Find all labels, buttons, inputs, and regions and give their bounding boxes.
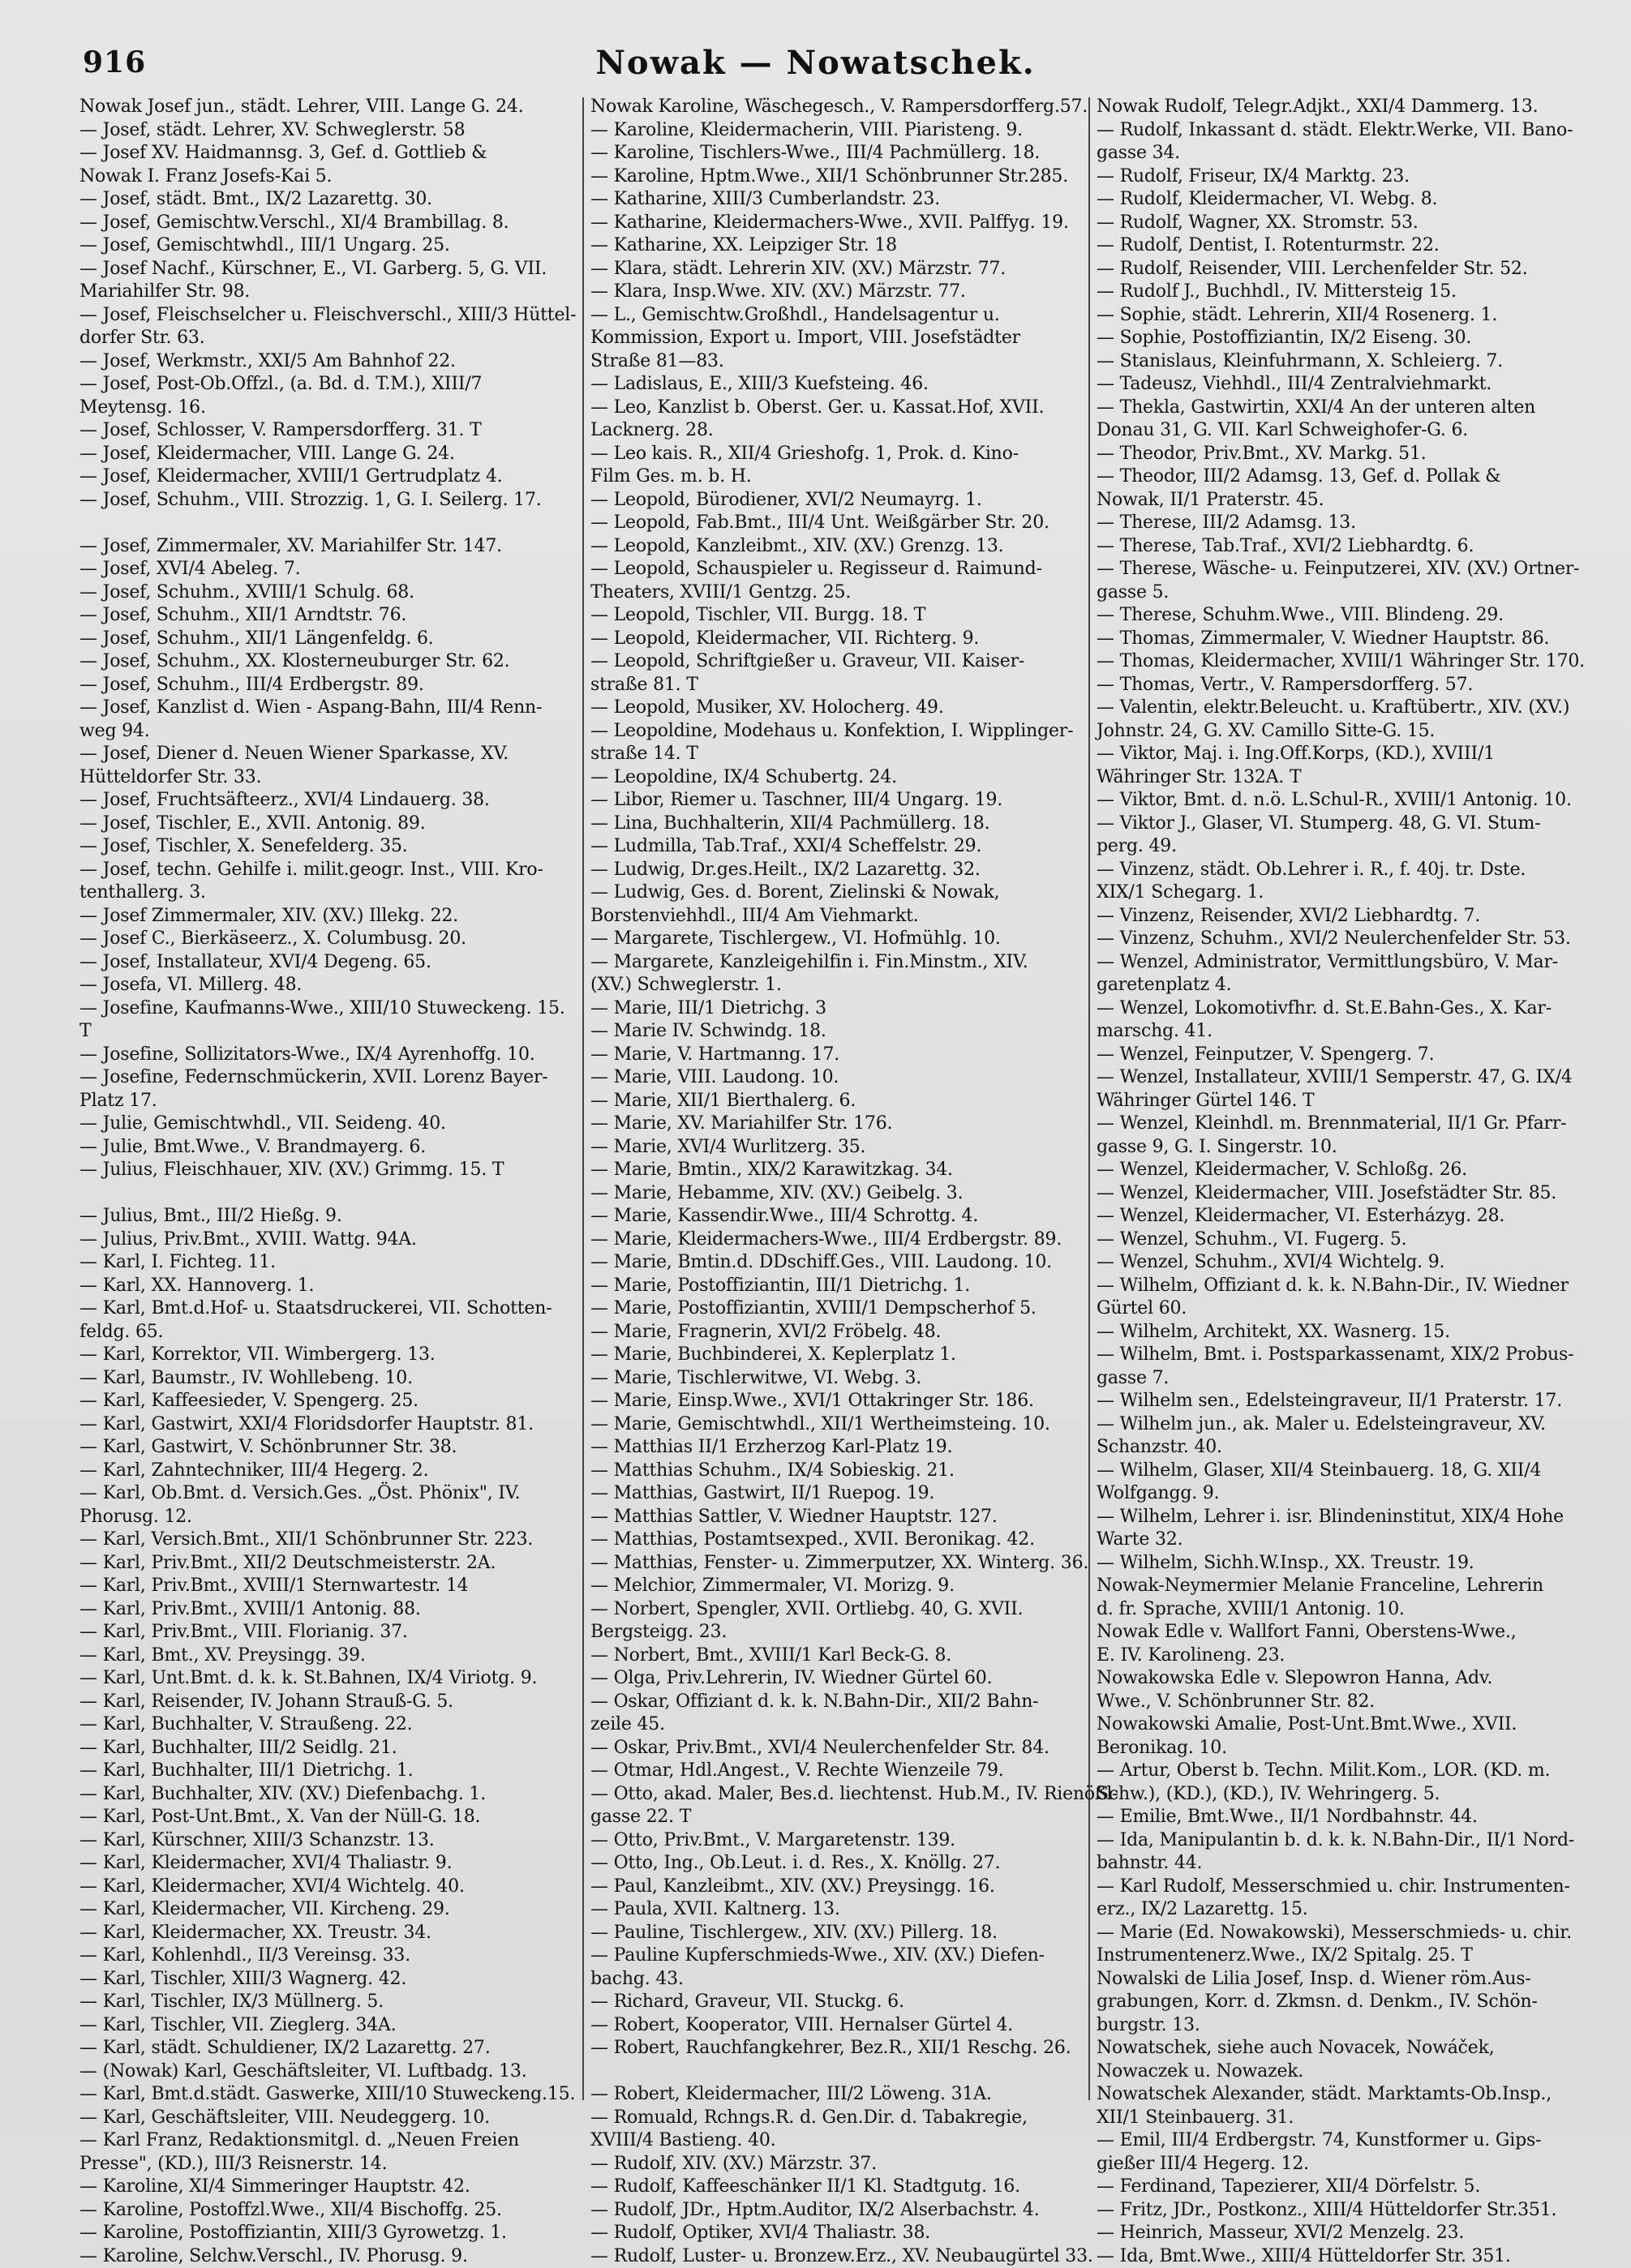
directory-line: Borstenviehhdl., III/4 Am Viehmarkt. [590,905,1093,928]
directory-line: — Theodor, III/2 Adamsg. 13, Gef. d. Pollak & [1097,465,1601,489]
directory-line: Wolfgangg. 9. [1097,1482,1601,1506]
directory-line: — Josef, Schuhm., VIII. Strozzig. 1, G. I. Seilerg. 17. [79,489,582,512]
directory-line: — Karl, Priv.Bmt., XVIII/1 Sternwartestr. 14 [79,1575,582,1598]
directory-line: — Karl, Korrektor, VII. Wimbergerg. 13. [79,1344,582,1367]
directory-line: marschg. 41. [1097,1020,1601,1044]
directory-line: — Josef, städt. Lehrer, XV. Schweglerstr. 58 [79,119,582,143]
directory-line: Nowakowska Edle v. Slepowron Hanna, Adv. [1097,1667,1601,1691]
directory-line: — Viktor, Maj. i. Ing.Off.Korps, (KD.), XVIII/1 [1097,743,1601,766]
directory-line: — Karl, Reisender, IV. Johann Strauß-G. 5. [79,1691,582,1714]
directory-line: gießer III/4 Hegerg. 12. [1097,2153,1601,2176]
directory-line: Nowatschek Alexander, städt. Marktamts-Ob.Insp., [1097,2083,1601,2107]
directory-line: — Otto, akad. Maler, Bes.d. liechtenst. Hub.M., IV. Rienößl- [590,1783,1093,1807]
directory-line: — Wilhelm, Glaser, XII/4 Steinbauerg. 18, G. XII/4 [1097,1460,1601,1483]
directory-line: — Oskar, Priv.Bmt., XVI/4 Neulerchenfelder Str. 84. [590,1737,1093,1760]
directory-line: — Ida, Bmt.Wwe., XIII/4 Hütteldorfer Str. 351. [1097,2245,1601,2268]
directory-line: — Marie, Postoffiziantin, III/1 Dietrichg. 1. [590,1275,1093,1298]
directory-line: Wwe., V. Schönbrunner Str. 82. [1097,1691,1601,1714]
directory-line: — Matthias, Gastwirt, II/1 Ruepog. 19. [590,1482,1093,1506]
directory-line: — Margarete, Tischlergew., VI. Hofmühlg. 10. [590,928,1093,951]
directory-line: — Marie, VIII. Laudong. 10. [590,1066,1093,1090]
directory-line: Nowak-Neymermier Melanie Franceline, Lehrerin [1097,1575,1601,1598]
directory-line: — Marie, Postoffiziantin, XVIII/1 Dempscherhof 5. [590,1297,1093,1321]
directory-line: bachg. 43. [590,1968,1093,1991]
directory-line: gasse 22. T [590,1806,1093,1829]
directory-line: Nowalski de Lilia Josef, Insp. d. Wiener röm.Aus- [1097,1968,1601,1991]
directory-line: — Rudolf, JDr., Hptm.Auditor, IX/2 Alserbachstr. 4. [590,2199,1093,2223]
directory-line: — Karl, städt. Schuldiener, IX/2 Lazarettg. 27. [79,2037,582,2060]
directory-line: — Rudolf, Inkassant d. städt. Elektr.Werke, VII. Bano- [1097,119,1601,143]
directory-line: Schw.), (KD.), (KD.), IV. Wehringerg. 5. [1097,1783,1601,1807]
directory-line: — Wenzel, Administrator, Vermittlungsbüro, V. Mar- [1097,951,1601,975]
directory-line: — Vinzenz, Reisender, XVI/2 Liebhardtg. 7. [1097,905,1601,928]
directory-line: Nowak I. Franz Josefs-Kai 5. [79,165,582,189]
directory-line: — Wilhelm, Bmt. i. Postsparkassenamt, XIX/2 Probus- [1097,1344,1601,1367]
directory-line: — Olga, Priv.Lehrerin, IV. Wiedner Gürtel 60. [590,1667,1093,1691]
directory-line: — Katharine, Kleidermachers-Wwe., XVII. Palffyg. 19. [590,212,1093,235]
directory-line: — Marie, XV. Mariahilfer Str. 176. [590,1113,1093,1136]
directory-line: — Otto, Priv.Bmt., V. Margaretenstr. 139. [590,1829,1093,1853]
directory-line: — Wilhelm sen., Edelsteingraveur, II/1 Praterstr. 17. [1097,1390,1601,1413]
directory-line: — Leopold, Musiker, XV. Holocherg. 49. [590,697,1093,720]
column-1 [79,96,582,2123]
directory-line: dorfer Str. 63. [79,327,582,350]
directory-line: — Marie IV. Schwindg. 18. [590,1020,1093,1044]
directory-line: — Josef, Kleidermacher, VIII. Lange G. 24. [79,443,582,466]
directory-line: — Karoline, XI/4 Simmeringer Hauptstr. 42. [79,2176,582,2199]
directory-line: — Leopold, Fab.Bmt., III/4 Unt. Weißgärber Str. 20. [590,512,1093,535]
directory-line: — Wenzel, Schuhm., VI. Fugerg. 5. [1097,1228,1601,1252]
directory-line: — Marie, Bmtin., XIX/2 Karawitzkag. 34. [590,1159,1093,1182]
directory-line: — Marie, Kassendir.Wwe., III/4 Schrottg. 4. [590,1205,1093,1228]
directory-line: — Karl, Kohlenhdl., II/3 Vereinsg. 33. [79,1944,582,1968]
directory-line: — Karl, XX. Hannoverg. 1. [79,1275,582,1298]
directory-line: — Karl, Tischler, XIII/3 Wagnerg. 42. [79,1968,582,1991]
directory-line: — Matthias, Fenster- u. Zimmerputzer, XX. Winterg. 36. [590,1552,1093,1576]
directory-line: — Romuald, Rchngs.R. d. Gen.Dir. d. Tabakregie, [590,2107,1093,2130]
directory-line: — Karl, Kleidermacher, XX. Treustr. 34. [79,1922,582,1945]
directory-line: — Josef, Installateur, XVI/4 Degeng. 65. [79,951,582,975]
directory-line: — Leopold, Schriftgießer u. Graveur, VII. Kaiser- [590,650,1093,674]
directory-line: Nowak Edle v. Wallfort Fanni, Oberstens-Wwe., [1097,1621,1601,1644]
directory-line: — Karl, Priv.Bmt., XII/2 Deutschmeisterstr. 2A. [79,1552,582,1576]
directory-line: — Wilhelm, Offiziant d. k. k. N.Bahn-Dir., IV. Wiedner [1097,1275,1601,1298]
directory-line: — Leo, Kanzlist b. Oberst. Ger. u. Kassat.Hof, XVII. [590,397,1093,420]
directory-line: — Karoline, Hptm.Wwe., XII/1 Schönbrunner Str.285. [590,165,1093,189]
running-head: Nowak — Nowatschek. [0,44,1631,82]
directory-line: — Josef, Post-Ob.Offzl., (a. Bd. d. T.M.), XIII/7 [79,373,582,397]
directory-line: Nowak Karoline, Wäschegesch., V. Rampersdorfferg.57. [590,96,1093,119]
directory-line: — Marie, Kleidermachers-Wwe., III/4 Erdbergstr. 89. [590,1228,1093,1252]
directory-line: — Karl, Kleidermacher, XVI/4 Wichtelg. 40. [79,1876,582,1899]
directory-line: — Marie, Einsp.Wwe., XVI/1 Ottakringer Str. 186. [590,1390,1093,1413]
directory-line: — Josef, Schuhm., XVIII/1 Schulg. 68. [79,581,582,605]
directory-line: — Josef, Fleischselcher u. Fleischverschl., XIII/3 Hüttel- [79,304,582,328]
directory-line: — Ida, Manipulantin b. d. k. k. N.Bahn-Dir., II/1 Nord- [1097,1829,1601,1853]
directory-line: — Josef, städt. Bmt., IX/2 Lazarettg. 30. [79,188,582,212]
directory-line: — Josef, Schuhm., XX. Klosterneuburger Str. 62. [79,650,582,674]
directory-line: — Rudolf, Friseur, IX/4 Marktg. 23. [1097,165,1601,189]
directory-line: — Karl, Versich.Bmt., XII/1 Schönbrunner Str. 223. [79,1528,582,1552]
directory-line: T [79,1020,582,1044]
directory-line: — Josef, techn. Gehilfe i. milit.geogr. Inst., VIII. Kro- [79,859,582,882]
directory-line: — Josef, Zimmermaler, XV. Mariahilfer Str. 147. [79,535,582,559]
directory-line: — Matthias, Postamtsexped., XVII. Beronikag. 42. [590,1528,1093,1552]
directory-line: E. IV. Karolineng. 23. [1097,1644,1601,1668]
directory-line: — Matthias II/1 Erzherzog Karl-Platz 19. [590,1436,1093,1460]
directory-line: — Josef, Werkmstr., XXI/5 Am Bahnhof 22. [79,350,582,374]
directory-line: — Karl, Buchhalter, III/1 Dietrichg. 1. [79,1760,582,1783]
directory-line: — Pauline Kupferschmieds-Wwe., XIV. (XV.) Diefen- [590,1944,1093,1968]
directory-line: weg 94. [79,720,582,744]
directory-line: gasse 7. [1097,1367,1601,1391]
directory-line: — Theodor, Priv.Bmt., XV. Markg. 51. [1097,443,1601,466]
directory-line: — Sophie, städt. Lehrerin, XII/4 Rosenerg. 1. [1097,304,1601,328]
directory-line: — Libor, Riemer u. Taschner, III/4 Ungarg. 19. [590,789,1093,812]
page-header [0,39,1631,96]
directory-line: Straße 81—83. [590,350,1093,374]
directory-line: Währinger Gürtel 146. T [1097,1090,1601,1113]
directory-line: perg. 49. [1097,835,1601,859]
directory-line: garetenplatz 4. [1097,974,1601,997]
directory-line: — Therese, Schuhm.Wwe., VIII. Blindeng. 29. [1097,604,1601,628]
directory-line: — Wenzel, Kleidermacher, VIII. Josefstädter Str. 85. [1097,1182,1601,1206]
directory-line: — Norbert, Bmt., XVIII/1 Karl Beck-G. 8. [590,1644,1093,1668]
directory-line: Beronikag. 10. [1097,1737,1601,1760]
directory-line: — Rudolf, Luster- u. Bronzew.Erz., XV. Neubaugürtel 33. [590,2245,1093,2268]
directory-line: straße 14. T [590,743,1093,766]
directory-line: — Thomas, Vertr., V. Rampersdorfferg. 57. [1097,674,1601,697]
directory-line: — Josef, Schuhm., XII/1 Längenfeldg. 6. [79,628,582,651]
directory-line: — Marie, III/1 Dietrichg. 3 [590,997,1093,1021]
directory-line: — Karl, Buchhalter, XIV. (XV.) Diefenbachg. 1. [79,1783,582,1807]
directory-line: — Karl, Gastwirt, XXI/4 Floridsdorfer Hauptstr. 81. [79,1413,582,1437]
directory-line: — Therese, Wäsche- u. Feinputzerei, XIV. (XV.) Ortner- [1097,558,1601,581]
directory-line: Schanzstr. 40. [1097,1436,1601,1460]
directory-line: — Katharine, XIII/3 Cumberlandstr. 23. [590,188,1093,212]
directory-line: — Heinrich, Masseur, XVI/2 Menzelg. 23. [1097,2222,1601,2245]
directory-line: — Karl, Bmt.d.städt. Gaswerke, XIII/10 Stuweckeng.15. [79,2083,582,2107]
directory-line: — Karl, Baumstr., IV. Wohllebeng. 10. [79,1367,582,1391]
directory-line: gasse 5. [1097,581,1601,605]
directory-line: — Karl, Tischler, IX/3 Müllnerg. 5. [79,1991,582,2014]
directory-line: — Wilhelm jun., ak. Maler u. Edelsteingraveur, XV. [1097,1413,1601,1437]
directory-line: — Thomas, Zimmermaler, V. Wiedner Hauptstr. 86. [1097,628,1601,651]
directory-line: — Ludwig, Ges. d. Borent, Zielinski & Nowak, [590,881,1093,905]
directory-line: — Matthias Sattler, V. Wiedner Hauptstr. 127. [590,1506,1093,1529]
directory-line: — Otmar, Hdl.Angest., V. Rechte Wienzeile 79. [590,1760,1093,1783]
directory-line: — Sophie, Postoffiziantin, IX/2 Eiseng. 30. [1097,327,1601,350]
directory-line: Phorusg. 12. [79,1506,582,1529]
directory-line [79,512,582,535]
directory-line: — Karl, Bmt., XV. Preysingg. 39. [79,1644,582,1668]
directory-line: Bergsteigg. 23. [590,1621,1093,1644]
directory-line: — Josef, Tischler, X. Senefelderg. 35. [79,835,582,859]
directory-line: — Karl, Kaffeesieder, V. Spengerg. 25. [79,1390,582,1413]
directory-line: Platz 17. [79,1090,582,1113]
directory-line: — Julius, Priv.Bmt., XVIII. Wattg. 94A. [79,1228,582,1252]
directory-line: — Rudolf, Kaffeeschänker II/1 Kl. Stadtgutg. 16. [590,2176,1093,2199]
directory-line: — Matthias Schuhm., IX/4 Sobieskig. 21. [590,1460,1093,1483]
directory-line: — Norbert, Spengler, XVII. Ortliebg. 40, G. XVII. [590,1598,1093,1622]
directory-line: — Marie, Fragnerin, XVI/2 Fröbelg. 48. [590,1321,1093,1344]
directory-line: — Klara, städt. Lehrerin XIV. (XV.) Märzstr. 77. [590,258,1093,281]
directory-line: — Josef, Fruchtsäfteerz., XVI/4 Lindauerg. 38. [79,789,582,812]
directory-line: — Valentin, elektr.Beleucht. u. Kraftübertr., XIV. (XV.) [1097,697,1601,720]
directory-line: — Therese, Tab.Traf., XVI/2 Liebhardtg. 6. [1097,535,1601,559]
directory-line: Lacknerg. 28. [590,419,1093,443]
directory-line: — Leopoldine, Modehaus u. Konfektion, I. Wipplinger- [590,720,1093,744]
directory-line: — (Nowak) Karl, Geschäftsleiter, VI. Luftbadg. 13. [79,2060,582,2084]
directory-line: — Karl Franz, Redaktionsmitgl. d. „Neuen Freien [79,2129,582,2153]
directory-line: — Josef, Gemischtw.Verschl., XI/4 Brambillag. 8. [79,212,582,235]
directory-line: — Josef, Schuhm., III/4 Erdbergstr. 89. [79,674,582,697]
directory-line: — Karoline, Tischlers-Wwe., III/4 Pachmüllerg. 18. [590,142,1093,165]
directory-line: (XV.) Schweglerstr. 1. [590,974,1093,997]
directory-line: — Josefine, Kaufmanns-Wwe., XIII/10 Stuweckeng. 15. [79,997,582,1021]
directory-line: — Karl, Tischler, VII. Zieglerg. 34A. [79,2014,582,2038]
directory-line: Gürtel 60. [1097,1297,1601,1321]
directory-line: — Robert, Kooperator, VIII. Hernalser Gürtel 4. [590,2014,1093,2038]
directory-line: — Paula, XVII. Kaltnerg. 13. [590,1898,1093,1922]
directory-line: — Therese, III/2 Adamsg. 13. [1097,512,1601,535]
directory-line: — Josef, XVI/4 Abeleg. 7. [79,558,582,581]
directory-line: — Julie, Bmt.Wwe., V. Brandmayerg. 6. [79,1136,582,1160]
directory-line: — Wenzel, Lokomotivfhr. d. St.E.Bahn-Ges., X. Kar- [1097,997,1601,1021]
directory-line: — Josef XV. Haidmannsg. 3, Gef. d. Gottlieb & [79,142,582,165]
directory-line: — Marie, XVI/4 Wurlitzerg. 35. [590,1136,1093,1160]
directory-line: — Karl, Buchhalter, III/2 Seidlg. 21. [79,1737,582,1760]
directory-line: — Josef, Schuhm., XII/1 Arndtstr. 76. [79,604,582,628]
directory-line: — Robert, Rauchfangkehrer, Bez.R., XII/1 Reschg. 26. [590,2037,1093,2060]
directory-line: — Stanislaus, Kleinfuhrmann, X. Schleierg. 7. [1097,350,1601,374]
directory-line: — Oskar, Offiziant d. k. k. N.Bahn-Dir., XII/2 Bahn- [590,1691,1093,1714]
directory-line: XIX/1 Schegarg. 1. [1097,881,1601,905]
directory-line: — Marie, Buchbinderei, X. Keplerplatz 1. [590,1344,1093,1367]
directory-line: — Pauline, Tischlergew., XIV. (XV.) Pillerg. 18. [590,1922,1093,1945]
directory-line: — Wenzel, Kleidermacher, V. Schloßg. 26. [1097,1159,1601,1182]
directory-line: — Wenzel, Kleinhdl. m. Brennmaterial, II/1 Gr. Pfarr- [1097,1113,1601,1136]
directory-line: Währinger Str. 132A. T [1097,766,1601,790]
directory-line: — Rudolf, Wagner, XX. Stromstr. 53. [1097,212,1601,235]
directory-line: erz., IX/2 Lazarettg. 15. [1097,1898,1601,1922]
directory-line: — Marie, Bmtin.d. DDschiff.Ges., VIII. Laudong. 10. [590,1251,1093,1275]
directory-line: d. fr. Sprache, XVIII/1 Antonig. 10. [1097,1598,1601,1622]
directory-line: — Leopold, Kanzleibmt., XIV. (XV.) Grenzg. 13. [590,535,1093,559]
directory-line: — Julius, Fleischhauer, XIV. (XV.) Grimmg. 15. T [79,1159,582,1182]
directory-line: — Karl, Buchhalter, V. Straußeng. 22. [79,1713,582,1737]
directory-line: Meytensg. 16. [79,397,582,420]
directory-line: gasse 34. [1097,142,1601,165]
directory-line: — Marie, Gemischtwhdl., XII/1 Wertheimsteing. 10. [590,1413,1093,1437]
directory-line: — Julie, Gemischtwhdl., VII. Seideng. 40. [79,1113,582,1136]
directory-line: Nowak Rudolf, Telegr.Adjkt., XXI/4 Dammerg. 13. [1097,96,1601,119]
directory-line: — Emilie, Bmt.Wwe., II/1 Nordbahnstr. 44. [1097,1806,1601,1829]
directory-line: straße 81. T [590,674,1093,697]
directory-line: — Julius, Bmt., III/2 Hießg. 9. [79,1205,582,1228]
directory-line: — Tadeusz, Viehhdl., III/4 Zentralviehmarkt. [1097,373,1601,397]
directory-line: — Richard, Graveur, VII. Stuckg. 6. [590,1991,1093,2014]
directory-line: feldg. 65. [79,1321,582,1344]
directory-line: zeile 45. [590,1713,1093,1737]
directory-line: Mariahilfer Str. 98. [79,281,582,304]
directory-line: — Marie, Tischlerwitwe, VI. Webg. 3. [590,1367,1093,1391]
directory-line: — Josef, Schlosser, V. Rampersdorfferg. 31. T [79,419,582,443]
directory-line: — Rudolf, XIV. (XV.) Märzstr. 37. [590,2153,1093,2176]
directory-line: Nowaczek u. Nowazek. [1097,2060,1601,2084]
directory-line: tenthallerg. 3. [79,881,582,905]
directory-line: — Wilhelm, Sichh.W.Insp., XX. Treustr. 19. [1097,1552,1601,1576]
directory-line: — Wenzel, Feinputzer, V. Spengerg. 7. [1097,1044,1601,1067]
directory-line: — Klara, Insp.Wwe. XIV. (XV.) Märzstr. 77. [590,281,1093,304]
directory-line: Instrumentenerz.Wwe., IX/2 Spitalg. 25. T [1097,1944,1601,1968]
directory-line: — Josef, Gemischtwhdl., III/1 Ungarg. 25. [79,234,582,258]
directory-line: — Thomas, Kleidermacher, XVIII/1 Währinger Str. 170. [1097,650,1601,674]
directory-line: — Karoline, Postoffiziantin, XIII/3 Gyrowetzg. 1. [79,2222,582,2245]
directory-line: — Rudolf, Optiker, XVI/4 Thaliastr. 38. [590,2222,1093,2245]
directory-line: — Josef Zimmermaler, XIV. (XV.) Illekg. 22. [79,905,582,928]
directory-line: Theaters, XVIII/1 Gentzg. 25. [590,581,1093,605]
directory-line: Donau 31, G. VII. Karl Schweighofer-G. 6. [1097,419,1601,443]
directory-line: — Wenzel, Kleidermacher, VI. Esterházyg. 28. [1097,1205,1601,1228]
directory-line: — Fritz, JDr., Postkonz., XIII/4 Hütteldorfer Str.351. [1097,2199,1601,2223]
directory-line: — Rudolf, Kleidermacher, VI. Webg. 8. [1097,188,1601,212]
directory-line: — Karl, Priv.Bmt., XVIII/1 Antonig. 88. [79,1598,582,1622]
directory-line: — Karl, Kleidermacher, XVI/4 Thaliastr. 9. [79,1852,582,1876]
directory-line: — Karl, I. Fichteg. 11. [79,1251,582,1275]
directory-line: — Melchior, Zimmermaler, VI. Morizg. 9. [590,1575,1093,1598]
directory-line: — Josefine, Sollizitators-Wwe., IX/4 Ayrenhoffg. 10. [79,1044,582,1067]
directory-line: — Otto, Ing., Ob.Leut. i. d. Res., X. Knöllg. 27. [590,1852,1093,1876]
directory-line: — Karl, Unt.Bmt. d. k. k. St.Bahnen, IX/4 Viriotg. 9. [79,1667,582,1691]
column-3 [1097,96,1601,2123]
directory-line: — L., Gemischtw.Großhdl., Handelsagentur u. [590,304,1093,328]
directory-line: Nowakowski Amalie, Post-Unt.Bmt.Wwe., XVII. [1097,1713,1601,1737]
directory-line: — Karl, Kürschner, XIII/3 Schanzstr. 13. [79,1829,582,1853]
directory-line: grabungen, Korr. d. Zkmsn. d. Denkm., IV. Schön- [1097,1991,1601,2014]
directory-line: XVIII/4 Bastieng. 40. [590,2129,1093,2153]
directory-line: — Wilhelm, Lehrer i. isr. Blindeninstitut, XIX/4 Hohe [1097,1506,1601,1529]
column-divider [582,97,584,2100]
directory-line: — Marie, V. Hartmanng. 17. [590,1044,1093,1067]
directory-line: — Leopold, Tischler, VII. Burgg. 18. T [590,604,1093,628]
directory-line: Nowak, II/1 Praterstr. 45. [1097,489,1601,512]
directory-line: — Ludwig, Dr.ges.Heilt., IX/2 Lazarettg. 32. [590,859,1093,882]
directory-line: — Marie, Hebamme, XIV. (XV.) Geibelg. 3. [590,1182,1093,1206]
directory-line: Presse", (KD.), III/3 Reisnerstr. 14. [79,2153,582,2176]
directory-line: — Karl, Priv.Bmt., VIII. Florianig. 37. [79,1621,582,1644]
directory-line: — Karoline, Kleidermacherin, VIII. Piaristeng. 9. [590,119,1093,143]
directory-line: — Wilhelm, Architekt, XX. Wasnerg. 15. [1097,1321,1601,1344]
directory-line: — Josef, Kleidermacher, XVIII/1 Gertrudplatz 4. [79,465,582,489]
directory-line: — Karl, Ob.Bmt. d. Versich.Ges. „Öst. Phönix", IV. [79,1482,582,1506]
directory-line: XII/1 Steinbauerg. 31. [1097,2107,1601,2130]
directory-line: — Artur, Oberst b. Techn. Milit.Kom., LOR. (KD. m. [1097,1760,1601,1783]
directory-line: — Lina, Buchhalterin, XII/4 Pachmüllerg. 18. [590,812,1093,836]
directory-line: — Thekla, Gastwirtin, XXI/4 An der unteren alten [1097,397,1601,420]
column-2 [590,96,1093,2123]
directory-line: bahnstr. 44. [1097,1852,1601,1876]
directory-line: — Rudolf J., Buchhdl., IV. Mittersteig 15. [1097,281,1601,304]
directory-line: Nowatschek, siehe auch Novacek, Nowáček, [1097,2037,1601,2060]
directory-line: — Josef, Tischler, E., XVII. Antonig. 89. [79,812,582,836]
directory-line: — Karl, Gastwirt, V. Schönbrunner Str. 38. [79,1436,582,1460]
directory-line: — Marie (Ed. Nowakowski), Messerschmieds- u. chir. [1097,1922,1601,1945]
directory-line: — Karoline, Postoffzl.Wwe., XII/4 Bischoffg. 25. [79,2199,582,2223]
directory-line: — Rudolf, Reisender, VIII. Lerchenfelder Str. 52. [1097,258,1601,281]
directory-line: — Karl, Bmt.d.Hof- u. Staatsdruckerei, VII. Schotten- [79,1297,582,1321]
directory-line: — Karl, Kleidermacher, VII. Kircheng. 29. [79,1898,582,1922]
directory-line: — Wenzel, Installateur, XVIII/1 Semperstr. 47, G. IX/4 [1097,1066,1601,1090]
directory-line [79,1182,582,1206]
directory-line: — Marie, XII/1 Bierthalerg. 6. [590,1090,1093,1113]
directory-line: — Leopold, Schauspieler u. Regisseur d. Raimund- [590,558,1093,581]
directory-line: Film Ges. m. b. H. [590,465,1093,489]
directory-line: Johnstr. 24, G. XV. Camillo Sitte-G. 15. [1097,720,1601,744]
directory-line: — Josef, Diener d. Neuen Wiener Sparkasse, XV. [79,743,582,766]
directory-line: — Josef C., Bierkäseerz., X. Columbusg. 20. [79,928,582,951]
directory-line: — Rudolf, Dentist, I. Rotenturmstr. 22. [1097,234,1601,258]
directory-line: — Paul, Kanzleibmt., XIV. (XV.) Preysingg. 16. [590,1876,1093,1899]
directory-line: — Josef, Kanzlist d. Wien - Aspang-Bahn, III/4 Renn- [79,697,582,720]
directory-line: — Josefine, Federnschmückerin, XVII. Lorenz Bayer- [79,1066,582,1090]
directory-line: — Margarete, Kanzleigehilfin i. Fin.Minstm., XIV. [590,951,1093,975]
directory-line: — Leo kais. R., XII/4 Grieshofg. 1, Prok. d. Kino- [590,443,1093,466]
directory-line: — Karoline, Selchw.Verschl., IV. Phorusg. 9. [79,2245,582,2268]
directory-line: — Karl, Zahntechniker, III/4 Hegerg. 2. [79,1460,582,1483]
directory-line: Warte 32. [1097,1528,1601,1552]
directory-line: — Vinzenz, Schuhm., XVI/2 Neulerchenfelder Str. 53. [1097,928,1601,951]
directory-line: — Robert, Kleidermacher, III/2 Löweng. 31A. [590,2083,1093,2107]
directory-line: — Leopold, Bürodiener, XVI/2 Neumayrg. 1. [590,489,1093,512]
directory-line: Nowak Josef jun., städt. Lehrer, VIII. Lange G. 24. [79,96,582,119]
directory-line: — Karl, Post-Unt.Bmt., X. Van der Nüll-G. 18. [79,1806,582,1829]
directory-line: — Ladislaus, E., XIII/3 Kuefsteing. 46. [590,373,1093,397]
directory-line: — Ludmilla, Tab.Traf., XXI/4 Scheffelstr. 29. [590,835,1093,859]
directory-line: — Leopoldine, IX/4 Schubertg. 24. [590,766,1093,790]
directory-line: Hütteldorfer Str. 33. [79,766,582,790]
directory-line: — Emil, III/4 Erdbergstr. 74, Kunstformer u. Gips- [1097,2129,1601,2153]
directory-line: — Vinzenz, städt. Ob.Lehrer i. R., f. 40j. tr. Dste. [1097,859,1601,882]
directory-line: — Karl, Geschäftsleiter, VIII. Neudeggerg. 10. [79,2107,582,2130]
directory-line: Kommission, Export u. Import, VIII. Josefstädter [590,327,1093,350]
directory-line: — Josefa, VI. Millerg. 48. [79,974,582,997]
directory-line: — Viktor J., Glaser, VI. Stumperg. 48, G. VI. Stum- [1097,812,1601,836]
directory-line: — Katharine, XX. Leipziger Str. 18 [590,234,1093,258]
directory-line: — Wenzel, Schuhm., XVI/4 Wichtelg. 9. [1097,1251,1601,1275]
directory-line: — Viktor, Bmt. d. n.ö. L.Schul-R., XVIII/1 Antonig. 10. [1097,789,1601,812]
directory-line: — Ferdinand, Tapezierer, XII/4 Dörfelstr. 5. [1097,2176,1601,2199]
directory-line: — Leopold, Kleidermacher, VII. Richterg. 9. [590,628,1093,651]
directory-line: — Josef Nachf., Kürschner, E., VI. Garberg. 5, G. VII. [79,258,582,281]
directory-line [590,2060,1093,2084]
directory-line: — Karl Rudolf, Messerschmied u. chir. Instrumenten- [1097,1876,1601,1899]
directory-line: gasse 9, G. I. Singerstr. 10. [1097,1136,1601,1160]
page-number: 916 [83,45,146,79]
directory-line: burgstr. 13. [1097,2014,1601,2038]
